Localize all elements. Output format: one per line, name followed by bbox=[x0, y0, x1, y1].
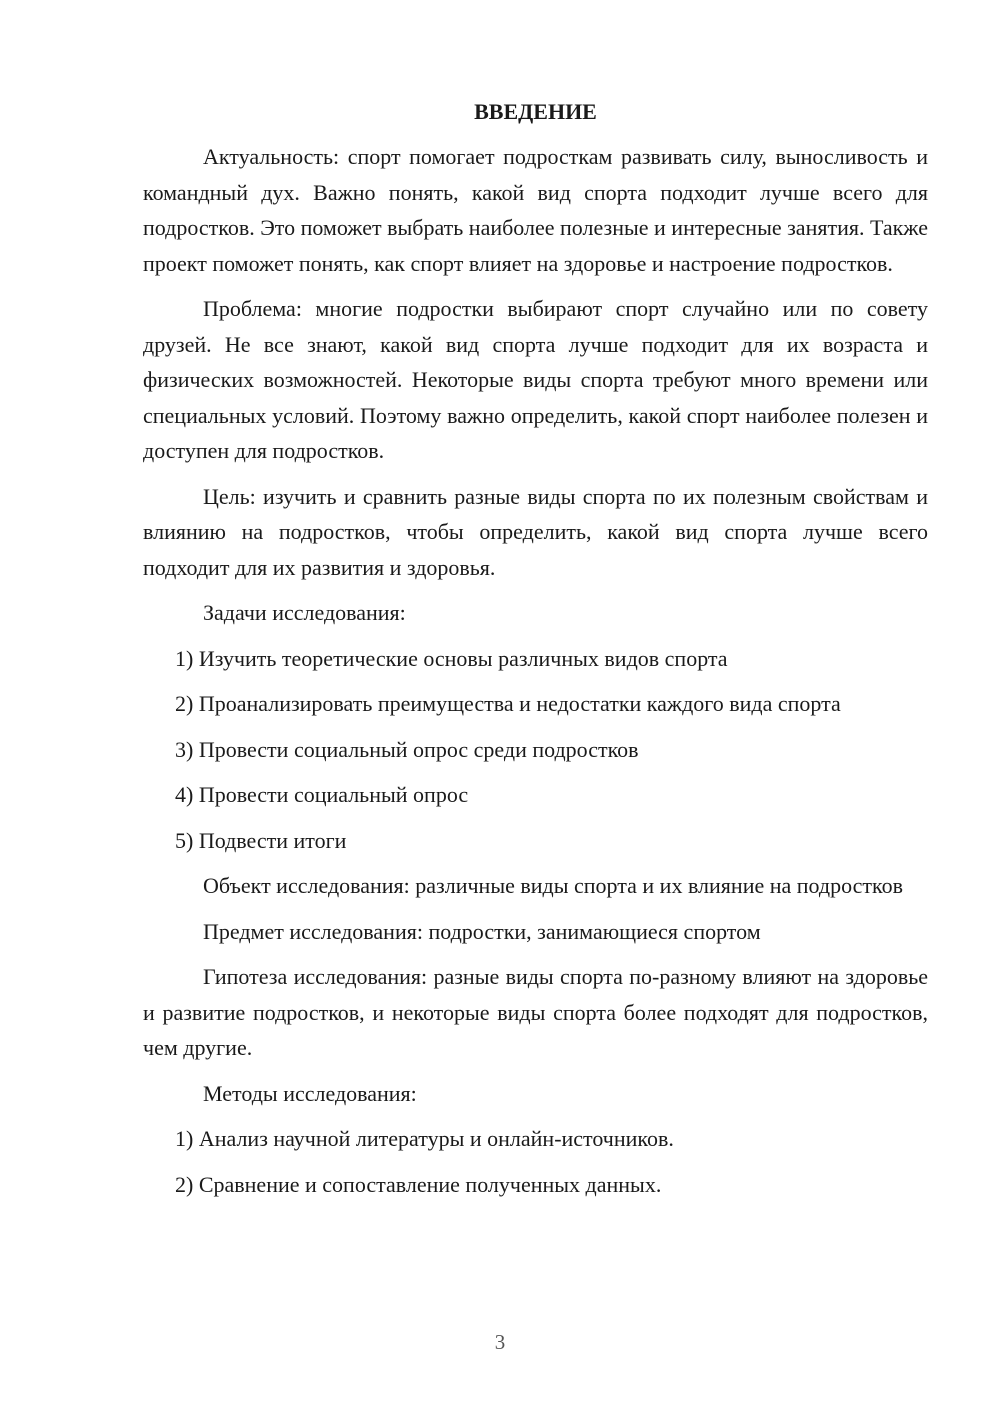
method-item: 2) Сравнение и сопоставление полученных данных. bbox=[175, 1171, 662, 1197]
task-item: 5) Подвести итоги bbox=[175, 827, 347, 853]
page-number: 3 bbox=[494, 1330, 506, 1354]
method-item: 1) Анализ научной литературы и онлайн-источников. bbox=[175, 1126, 674, 1151]
tasks-heading: Задачи исследования: bbox=[203, 600, 406, 625]
page-content bbox=[143, 94, 928, 1212]
relevance-paragraph: Актуальность: спорт помогает подросткам развивать силу, выносливость и командный дух. Важно понять, какой вид спорта подходит лучше всего для подростков. Это поможет выбрать наиболее полезные и интересные занятия. Также проект поможет понять, как спорт влияет на здоровье и настроение подростков. bbox=[143, 144, 928, 276]
task-item: 3) Провести социальный опрос среди подростков bbox=[175, 736, 639, 762]
section-title: ВВЕДЕНИЕ bbox=[474, 99, 597, 124]
hypothesis-paragraph: Гипотеза исследования: разные виды спорта по-разному влияют на здоровье и развитие подростков, и некоторые виды спорта более подходят для подростков, чем другие. bbox=[143, 964, 928, 1060]
subject-paragraph: Предмет исследования: подростки, занимающиеся спортом bbox=[203, 918, 761, 944]
task-item: 4) Провести социальный опрос bbox=[175, 782, 469, 807]
goal-paragraph: Цель: изучить и сравнить разные виды спорта по их полезным свойствам и влиянию на подростков, чтобы определить, какой вид спорта лучше всего подходит для их развития и здоровья. bbox=[143, 483, 928, 580]
task-item: 2) Проанализировать преимущества и недостатки каждого вида спорта bbox=[175, 691, 841, 716]
problem-paragraph: Проблема: многие подростки выбирают спорт случайно или по совету друзей. Не все знают, какой вид спорта лучше подходит для их возраста и физических возможностей. Некоторые виды спорта требуют много времени или специальных условий. Поэтому важно определить, какой спорт наиболее полезен и доступен для подростков. bbox=[143, 296, 928, 463]
object-paragraph: Объект исследования: различные виды спорта и их влияние на подростков bbox=[203, 873, 903, 898]
methods-heading: Методы исследования: bbox=[203, 1080, 417, 1106]
task-item: 1) Изучить теоретические основы различных видов спорта bbox=[175, 645, 728, 671]
